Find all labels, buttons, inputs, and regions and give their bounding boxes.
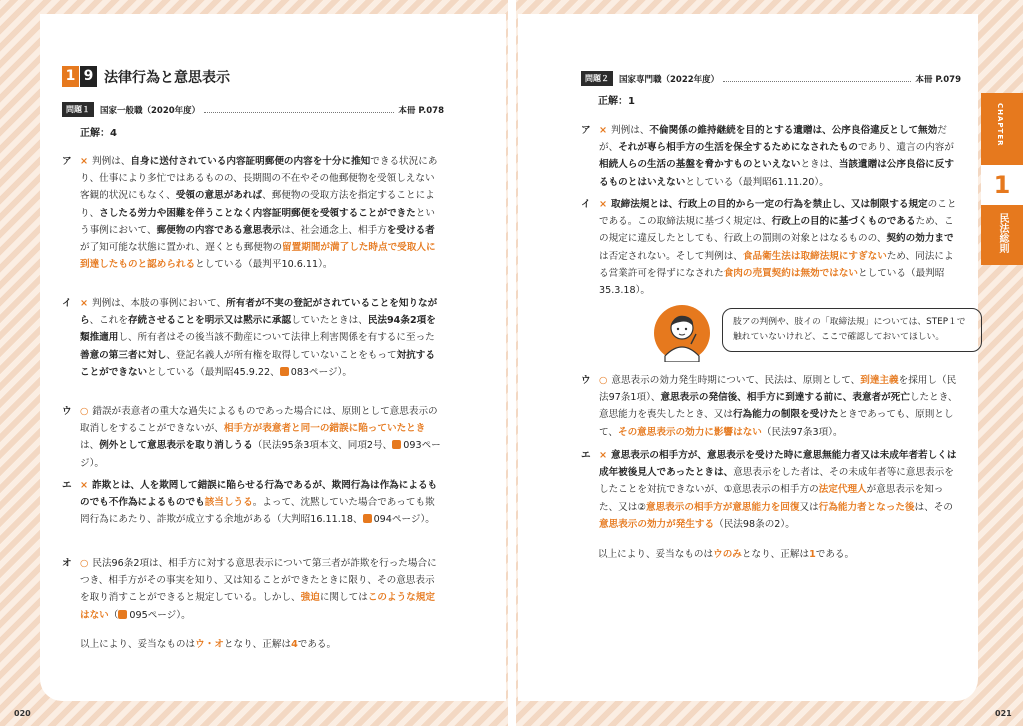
- cross-mark-icon: ×: [80, 298, 89, 309]
- item-label: エ: [581, 450, 591, 461]
- item-text: 民法96条2項は、相手方に対する意思表示について第三者が詐欺を行った場合につき、相手方がその事実を知り、又は知ることができたときに限り、その意思表示を取り消すことができると規定している。しかし、強迫に関してはこのような規定はない（ 095ページ）。: [80, 558, 437, 621]
- answer-2: 正解：1: [598, 96, 635, 107]
- item-e-left: [62, 477, 444, 529]
- speech-bubble: 肢アの判例や、肢イの「取締法規」については、STEP１で触れていないけれど、ここで確認しておいてほしい。: [722, 308, 982, 352]
- item-text: 詐欺とは、人を欺罔して錯誤に陥らせる行為であるが、欺罔行為は作為によるものでも不作為によるものでも該当しうる。よって、沈黙していた場合であっても欺罔行為にあたり、詐欺が成立する余地がある（大判昭16.11.18、 094ページ）。: [80, 480, 438, 526]
- question-source: 国家一般職（2020年度）: [100, 105, 201, 116]
- circle-mark-icon: ○: [80, 406, 89, 417]
- item-o-left: [62, 555, 444, 624]
- page-number-right: 021: [995, 709, 1012, 718]
- item-u-left: [62, 403, 444, 472]
- item-i-right: [581, 196, 961, 299]
- chapter-title: 民法総則: [997, 213, 1008, 253]
- page-number-left: 020: [14, 709, 31, 718]
- cross-mark-icon: ×: [599, 199, 608, 210]
- section-number-2: 9: [80, 66, 97, 87]
- item-a-right: [581, 122, 961, 191]
- item-label: エ: [62, 480, 72, 491]
- item-label: ア: [62, 156, 72, 167]
- leader-dots: [204, 107, 394, 113]
- item-text: 判例は、自身に送付されている内容証明郵便の内容を十分に推知できる状況にあり、仕事により多忙ではあるものの、長期間の不在やその他郵便物を受領しえない客観的状況にもなく、受領の意思があれば、郵便物の受取方法を指定することにより、さしたる労力や困難を伴うことなく内容証明郵便を受領することができたという事例において、郵便物の内容である意思表示は、社会通念上、相手方を受ける者が了知可能な状態に置かれ、遅くとも郵便物の留置期間が満了した時点で受取人に到達したものと認められるとしている（最判平10.6.11）。: [80, 156, 438, 271]
- item-text: 判例は、不倫関係の維持継続を目的とする遺贈は、公序良俗違反として無効だが、それが専ら相手方の生活を保全するためになされたものであり、遺言の内容が相続人らの生活の基盤を脅かすものといえないときは、当該遺贈は公序良俗に反するものとはいえないとしている（最判昭61.11.20）。: [599, 125, 954, 188]
- item-u-right: [581, 372, 961, 441]
- question-ref: 本冊 P.079: [915, 74, 961, 85]
- section-number-1: 1: [62, 66, 79, 87]
- cross-mark-icon: ×: [599, 125, 608, 136]
- question-badge: 問題２: [581, 71, 613, 86]
- item-text: 判例は、本肢の事例において、所有者が不実の登記がされていることを知りながら、これを存続させることを明示又は黙示に承認していたときは、民法94条2項を類推適用し、所有者はその後当該不動産について法律上利害関係を有するに至った善意の第三者に対し、登記名義人が所有権を取得していないことをもって対抗することができないとしている（最判昭45.9.22、 083ページ）。: [80, 298, 438, 378]
- item-e-right: [581, 447, 961, 533]
- chapter-number: 1: [981, 165, 1023, 205]
- section-title: [62, 66, 230, 87]
- right-page: [518, 14, 978, 701]
- item-a-left: [62, 153, 444, 273]
- question-1-header: [62, 102, 444, 117]
- item-label: イ: [581, 199, 591, 210]
- item-text: 取締法規とは、行政上の目的から一定の行為を禁止し、又は制限する規定のことである。この取締法規に基づく規定は、行政上の目的に基づくものであるため、この規定に違反したとしても、行政上の罰則の対象とはなるものの、契約の効力までは否定されない。そして判例は、食品衛生法は取締法規にすぎないため、同法による営業許可を得ずになされた食肉の売買契約は無効ではないとしている（最判昭35.3.18）。: [599, 199, 957, 297]
- question-ref: 本冊 P.078: [398, 105, 444, 116]
- question-2-header: [581, 71, 961, 86]
- section-title-text: 法律行為と意思表示: [104, 69, 230, 86]
- answer-1: 正解：4: [80, 128, 117, 139]
- item-text: 意思表示の効力発生時期について、民法は、原則として、到達主義を採用し（民法97条1項）、意思表示の発信後、相手方に到達する前に、表意者が死亡したとき、意思能力を喪失したとき、又は行為能力の制限を受けたときであっても、原則として、その意思表示の効力に影響はない（民法97条3項）。: [599, 375, 958, 438]
- character-illustration: [652, 304, 712, 366]
- item-i-left: [62, 295, 444, 381]
- leader-dots: [723, 76, 911, 82]
- item-text: 錯誤が表意者の重大な過失によるものであった場合には、原則として意思表示の取消しをすることができないが、相手方が表意者と同一の錯誤に陥っていたときは、例外として意思表示を取り消しうる（民法95条3項本文、同項2号、 093ページ）。: [80, 406, 441, 469]
- circle-mark-icon: ○: [80, 558, 89, 569]
- item-label: イ: [62, 298, 72, 309]
- item-label: ウ: [62, 406, 72, 417]
- cross-mark-icon: ×: [599, 450, 608, 461]
- cross-mark-icon: ×: [80, 156, 89, 167]
- item-label: オ: [62, 558, 72, 569]
- question-badge: 問題１: [62, 102, 94, 117]
- item-text: 意思表示の相手方が、意思表示を受けた時に意思無能力者又は未成年者若しくは成年被後見人であったときは、意思表示をした者は、その未成年者等に意思表示をしたことを対抗できないが、①意思表示の相手方の法定代理人が意思表示を知った、又は②意思表示の相手方が意思能力を回復又は行為能力者となった後は、その意思表示の効力が発生する（民法98条の2）。: [599, 450, 957, 530]
- chapter-tab: [981, 93, 1023, 265]
- page-gutter: [508, 0, 516, 726]
- item-label: ア: [581, 125, 591, 136]
- conclusion-left: 以上により、妥当なものはウ・オとなり、正解は4である。: [80, 639, 337, 650]
- conclusion-right: 以上により、妥当なものはウのみとなり、正解は1である。: [598, 549, 855, 560]
- question-source: 国家専門職（2022年度）: [619, 74, 720, 85]
- circle-mark-icon: ○: [599, 375, 608, 386]
- cross-mark-icon: ×: [80, 480, 89, 491]
- item-label: ウ: [581, 375, 591, 386]
- chapter-label: CHAPTER: [996, 103, 1004, 147]
